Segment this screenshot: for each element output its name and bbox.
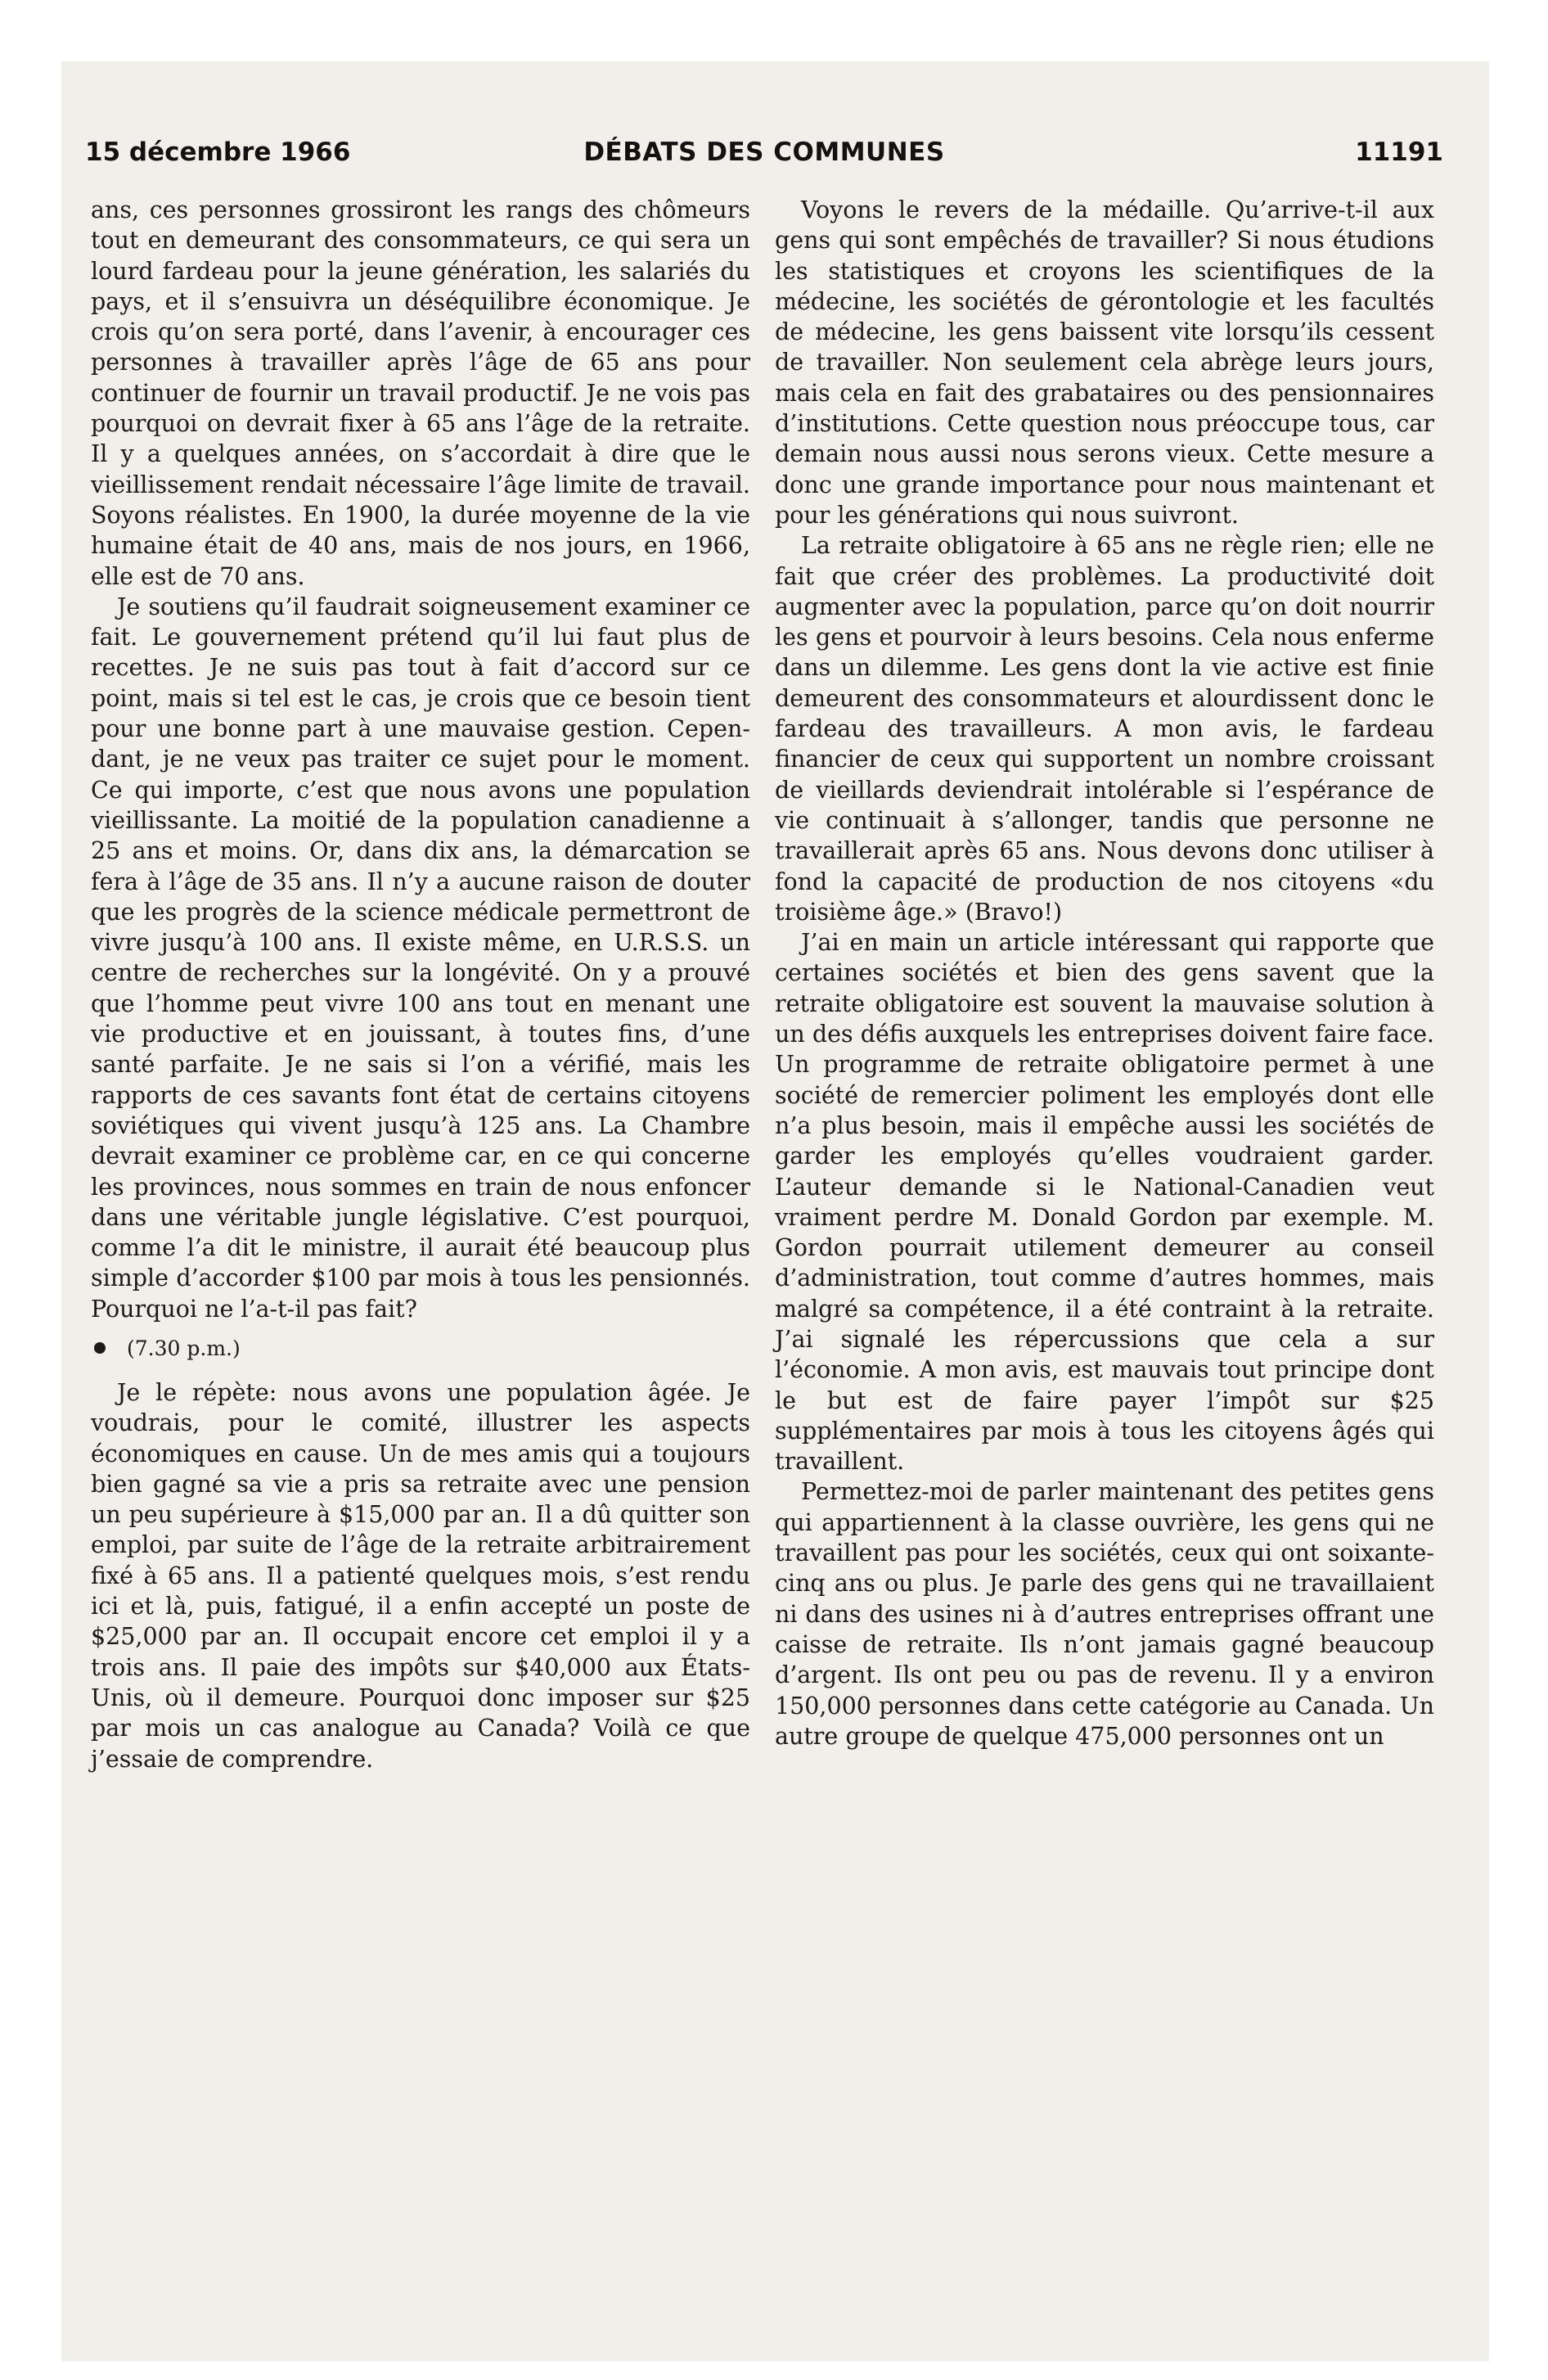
header-date: 15 décembre 1966 xyxy=(85,137,351,167)
paragraph: Permettez-moi de parler maintenant des petites gens qui appartiennent à la classe ouvrière, les gens qui ne travaillent pas pour les sociétés, ceux qui ont soixante-cinq ans ou plus. Je parle des gens qui ne travaillaient ni dans des usines ni à d’autres entreprises offrant une caisse de retraite. Ils n’ont jamais gagné beaucoup d’argent. Ils ont peu ou pas de revenu. Il y a environ 150,000 personnes dans cette catégorie au Canada. Un autre groupe de quelque 475,000 personnes ont un xyxy=(775,1478,1434,1750)
header-page-number: 11191 xyxy=(1355,137,1443,167)
page-header xyxy=(85,134,1443,170)
right-column xyxy=(775,195,1434,1751)
header-title: DÉBATS DES COMMUNES xyxy=(583,137,945,167)
paragraph: J’ai en main un article intéressant qui rapporte que certaines sociétés et bien des gens savent que la retraite obligatoire est souvent la mauvaise solution à un des défis auxquels les entreprises doivent faire face. Un programme de retraite obligatoire permet à une société de remercier poliment les employés dont elle n’a plus besoin, mais il empêche aussi les sociétés de garder les employés qu’elles voudraient garder. L’auteur demande si le National-Canadien veut vraiment perdre M. Donald Gordon par exemple. M. Gordon pourrait utilement demeurer au conseil d’administration, tout comme d’autres hommes, mais malgré sa compétence, il a été contraint à la retraite. J’ai signalé les répercussions que cela a sur l’économie. A mon avis, est mauvais tout principe dont le but est de faire payer l’impôt sur $25 supplémentaires par mois à tous les citoyens âgés qui travaillent. xyxy=(775,929,1434,1476)
paragraph: La retraite obligatoire à 65 ans ne règle rien; elle ne fait que créer des problèmes. La productivité doit augmenter avec la population, parce qu’on doit nourrir les gens et pourvoir à leurs besoins. Cela nous enferme dans un dilemme. Les gens dont la vie active est finie demeurent des consommateurs et alourdissent donc le fardeau des travailleurs. A mon avis, le fardeau financier de ceux qui supportent un nombre croissant de vieillards deviendrait intolérable si l’espérance de vie continuait à s’allonger, tandis que personne ne travaillerait après 65 ans. Nous devons donc utiliser à fond la capacité de production de nos citoyens «du troisième âge.» (Bravo!) xyxy=(775,532,1434,926)
bullet-icon xyxy=(94,1342,106,1354)
paragraph: Je le répète: nous avons une population âgée. Je voudrais, pour le comité, illustrer les aspects économiques en cause. Un de mes amis qui a toujours bien gagné sa vie a pris sa retraite avec une pension un peu supérieure à $15,000 par an. Il a dû quitter son emploi, par suite de l’âge de la retraite arbitrairement fixé à 65 ans. Il a patienté quelques mois, s’est rendu ici et là, puis, fatigué, il a enfin accepté un poste de $25,000 par an. Il occupait encore cet emploi il y a trois ans. Il paie des impôts sur $40,000 aux États-Unis, où il demeure. Pourquoi donc imposer sur $25 par mois un cas analogue au Canada? Voilà ce que j’essaie de comprendre. xyxy=(91,1378,750,1773)
paragraph: Voyons le revers de la médaille. Qu’arrive-t-il aux gens qui sont empêchés de travailler? Si nous étudions les statistiques et croyons les scientifiques de la médecine, les sociétés de gérontologie et les facultés de médecine, les gens baissent vite lorsqu’ils cessent de travailler. Non seulement cela abrège leurs jours, mais cela en fait des grabataires ou des pensionnaires d’institutions. Cette question nous préoccupe tous, car demain nous aussi nous serons vieux. Cette mesure a donc une grande importance pour nous maintenant et pour les générations qui nous suivront. xyxy=(775,196,1434,529)
time-stamp xyxy=(91,1335,750,1363)
paragraph: ans, ces personnes grossiront les rangs des chômeurs tout en demeurant des consommateurs, ce qui sera un lourd fardeau pour la jeune génération, les salariés du pays, et il s’ensuivra un déséquilibre économique. Je crois qu’on sera porté, dans l’avenir, à encourager ces personnes à travailler après l’âge de 65 ans pour continuer de fournir un travail productif. Je ne vois pas pourquoi on devrait fixer à 65 ans l’âge de la retraite. Il y a quelques années, on s’accordait à dire que le vieillissement rendait nécessaire l’âge limite de travail. Soyons réalistes. En 1900, la durée moyenne de la vie humaine était de 40 ans, mais de nos jours, en 1966, elle est de 70 ans. xyxy=(91,196,750,590)
time-stamp-text: (7.30 p.m.) xyxy=(127,1336,241,1360)
paragraph: Je soutiens qu’il faudrait soigneusement examiner ce fait. Le gouvernement prétend qu’il lui faut plus de recettes. Je ne suis pas tout à fait d’accord sur ce point, mais si tel est le cas, je crois que ce besoin tient pour une bonne part à une mauvaise gestion. Cependant, je ne veux pas traiter ce sujet pour le moment. Ce qui importe, c’est que nous avons une population vieillissante. La moitié de la population canadienne a 25 ans et moins. Or, dans dix ans, la démarcation se fera à l’âge de 35 ans. Il n’y a aucune raison de douter que les progrès de la science médicale permettront de vivre jusqu’à 100 ans. Il existe même, en U.R.S.S. un centre de recherches sur la longévité. On y a prouvé que l’homme peut vivre 100 ans tout en menant une vie productive et en jouissant, à toutes fins, d’une santé parfaite. Je ne sais si l’on a vérifié, mais les rapports de ces savants font état de certains citoyens soviétiques qui vivent jusqu’à 125 ans. La Chambre devrait examiner ce problème car, en ce qui concerne les provinces, nous sommes en train de nous enfoncer dans une véritable jungle législative. C’est pourquoi, comme l’a dit le ministre, il aurait été beaucoup plus simple d’accorder $100 par mois à tous les pensionnés. Pourquoi ne l’a-t-il pas fait? xyxy=(91,593,750,1323)
left-column xyxy=(91,195,750,1774)
